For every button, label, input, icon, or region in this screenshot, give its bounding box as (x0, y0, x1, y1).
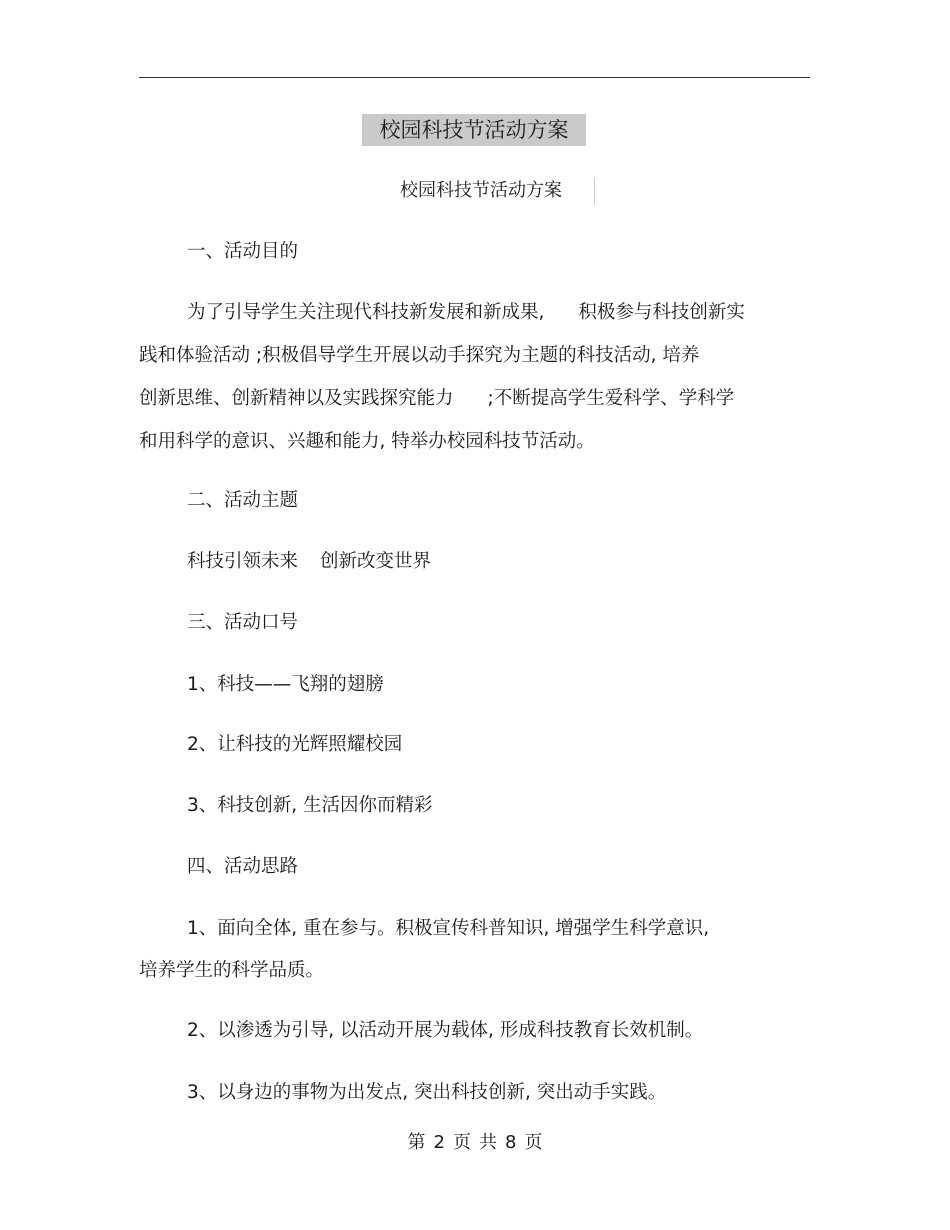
section-heading-approach: 四、活动思路 (187, 856, 299, 877)
section-heading-theme: 二、活动主题 (187, 490, 299, 511)
paragraph-text: 创新思维、创新精神以及实践探究能力 (139, 388, 454, 409)
section-heading-purpose: 一、活动目的 (187, 241, 299, 262)
theme-part: 创新改变世界 (320, 551, 432, 572)
slogan-item: 1、科技——飞翔的翅膀 (187, 674, 384, 695)
approach-item-continued: 培养学生的科学品质。 (139, 960, 325, 981)
document-subtitle: 校园科技节活动方案 (400, 177, 595, 205)
paragraph-line (187, 299, 745, 327)
footer-page-number: 2 (433, 1132, 445, 1153)
footer-text: 共 (479, 1132, 497, 1153)
slogan-item: 2、让科技的光辉照耀校园 (187, 734, 403, 755)
theme-part: 科技引领未来 (187, 551, 299, 572)
paragraph-text: 为了引导学生关注现代科技新发展和新成果, (187, 302, 545, 323)
approach-item: 3、以身边的事物为出发点, 突出科技创新, 突出动手实践。 (187, 1082, 667, 1103)
theme-text (187, 548, 431, 576)
header-rule (139, 77, 810, 78)
paragraph-text: ;不断提高学生爱科学、学科学 (487, 388, 735, 409)
section-heading-slogan: 三、活动口号 (187, 612, 299, 633)
paragraph-line: 践和体验活动 ;积极倡导学生开展以动手探究为主题的科技活动, 培养 (139, 345, 700, 366)
footer-text: 页 (453, 1132, 471, 1153)
page-footer (0, 1129, 950, 1157)
approach-item: 2、以渗透为引导, 以活动开展为载体, 形成科技教育长效机制。 (187, 1020, 704, 1041)
approach-item: 1、面向全体, 重在参与。积极宣传科普知识, 增强学生科学意识, (187, 918, 710, 939)
paragraph-line (139, 385, 734, 413)
footer-suffix: 页 (524, 1132, 543, 1153)
paragraph-line: 和用科学的意识、兴趣和能力, 特举办校园科技节活动。 (139, 431, 595, 452)
slogan-item: 3、科技创新, 生活因你而精彩 (187, 795, 433, 816)
document-title: 校园科技节活动方案 (362, 114, 586, 146)
paragraph-text: 积极参与科技创新实 (578, 302, 745, 323)
footer-total-pages: 8 (505, 1132, 517, 1153)
footer-prefix: 第 (407, 1132, 426, 1153)
